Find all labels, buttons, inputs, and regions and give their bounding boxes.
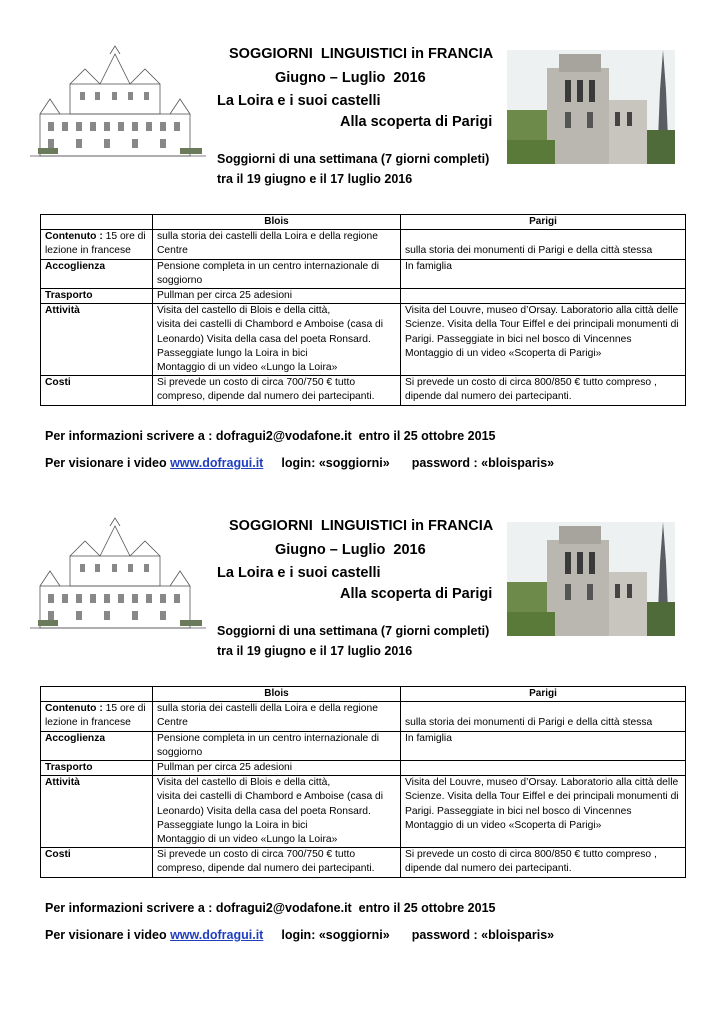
subtitle-loira: La Loira e i suoi castelli [217, 565, 381, 581]
program-title: SOGGIORNI LINGUISTICI in FRANCIA [229, 46, 494, 62]
program-table [40, 686, 686, 878]
row-label-extra: 15 ore di lezione in francese [45, 703, 146, 729]
header-blois: Blois [153, 687, 401, 702]
cell-parigi [401, 289, 686, 304]
row-label-extra: 15 ore di lezione in francese [45, 231, 146, 257]
table-row [41, 289, 686, 304]
header-empty [41, 215, 153, 230]
table-row [41, 259, 686, 288]
cell-parigi: Visita del Louvre, museo d’Orsay. Laboratorio alla città delle Scienze. Visita della Tour Eiffel e dei principali monumenti di Parigi. Passeggiate in bici nel bosco di Vincennes Montaggio di un video «Scoperta di Parigi» [401, 304, 686, 376]
row-label: Accoglienza [41, 731, 153, 760]
row-label-cell [41, 230, 153, 259]
row-label: Accoglienza [41, 259, 153, 288]
stay-period: tra il 19 giugno e il 17 luglio 2016 [217, 172, 413, 186]
row-label: Contenuto : [45, 231, 103, 243]
cell-parigi: Si prevede un costo di circa 800/850 € tutto compreso , dipende dal numero dei partecipanti. [401, 848, 686, 877]
subtitle-parigi: Alla scoperta di Parigi [340, 586, 493, 602]
cell-parigi: sulla storia dei monumenti di Parigi e della città stessa [401, 702, 686, 731]
website-link[interactable]: www.dofragui.it [170, 456, 264, 470]
flyer-top [0, 0, 725, 470]
table-row [41, 304, 686, 376]
table-row [41, 376, 686, 405]
flyer-bottom [0, 472, 725, 942]
cell-blois: sulla storia dei castelli della Loira e della regione Centre [153, 230, 401, 259]
header-blois: Blois [153, 215, 401, 230]
table-row [41, 702, 686, 731]
subtitle-parigi: Alla scoperta di Parigi [340, 114, 493, 130]
cell-blois: Pullman per circa 25 adesioni [153, 761, 401, 776]
header-empty [41, 687, 153, 702]
video-info [45, 456, 554, 470]
cell-blois: Pensione completa in un centro internazionale di soggiorno [153, 259, 401, 288]
row-label: Costi [41, 848, 153, 877]
table-row [41, 776, 686, 848]
program-title: SOGGIORNI LINGUISTICI in FRANCIA [229, 518, 494, 534]
table-row [41, 848, 686, 877]
contact-info: Per informazioni scrivere a : dofragui2@vodafone.it entro il 25 ottobre 2015 [45, 901, 496, 915]
subtitle-loira: La Loira e i suoi castelli [217, 93, 381, 109]
stay-duration: Soggiorni di una settimana (7 giorni completi) [217, 152, 490, 166]
table-row [41, 731, 686, 760]
program-table [40, 214, 686, 406]
castle-image [30, 44, 206, 164]
cell-blois: Visita del castello di Blois e della città, visita dei castelli di Chambord e Amboise (casa di Leonardo) Visita della casa del poeta Ronsard. Passeggiate lungo la Loira in bici Montaggio di un video «Lungo la Loira» [153, 776, 401, 848]
cell-parigi: Visita del Louvre, museo d’Orsay. Laboratorio alla città delle Scienze. Visita della Tour Eiffel e dei principali monumenti di Parigi. Passeggiate in bici nel bosco di Vincennes Montaggio di un video «Scoperta di Parigi» [401, 776, 686, 848]
row-label: Trasporto [41, 761, 153, 776]
row-label: Contenuto : [45, 703, 103, 715]
header-parigi: Parigi [401, 687, 686, 702]
contact-info: Per informazioni scrivere a : dofragui2@vodafone.it entro il 25 ottobre 2015 [45, 429, 496, 443]
header-parigi: Parigi [401, 215, 686, 230]
video-prefix: Per visionare i video [45, 456, 171, 470]
program-dates: Giugno – Luglio 2016 [275, 542, 426, 558]
cell-parigi: In famiglia [401, 731, 686, 760]
cell-parigi: In famiglia [401, 259, 686, 288]
table-row [41, 230, 686, 259]
table-header-row [41, 215, 686, 230]
cell-blois: Si prevede un costo di circa 700/750 € tutto compreso, dipende dal numero dei partecipanti. [153, 848, 401, 877]
program-dates: Giugno – Luglio 2016 [275, 70, 426, 86]
cell-blois: Pullman per circa 25 adesioni [153, 289, 401, 304]
stay-duration: Soggiorni di una settimana (7 giorni completi) [217, 624, 490, 638]
password-text: password : «bloisparis» [411, 928, 555, 942]
row-label-cell [41, 702, 153, 731]
cell-parigi: Si prevede un costo di circa 800/850 € tutto compreso , dipende dal numero dei partecipanti. [401, 376, 686, 405]
cell-parigi [401, 761, 686, 776]
cell-blois: Si prevede un costo di circa 700/750 € tutto compreso, dipende dal numero dei partecipanti. [153, 376, 401, 405]
login-text: login: «soggiorni» [281, 928, 390, 942]
row-label: Trasporto [41, 289, 153, 304]
row-label: Costi [41, 376, 153, 405]
website-link[interactable]: www.dofragui.it [170, 928, 264, 942]
table-row [41, 761, 686, 776]
login-text: login: «soggiorni» [281, 456, 390, 470]
video-prefix: Per visionare i video [45, 928, 171, 942]
cell-blois: Pensione completa in un centro internazionale di soggiorno [153, 731, 401, 760]
cell-blois: Visita del castello di Blois e della città, visita dei castelli di Chambord e Amboise (casa di Leonardo) Visita della casa del poeta Ronsard. Passeggiate lungo la Loira in bici Montaggio di un video «Lungo la Loira» [153, 304, 401, 376]
cell-blois: sulla storia dei castelli della Loira e della regione Centre [153, 702, 401, 731]
table-header-row [41, 687, 686, 702]
stay-period: tra il 19 giugno e il 17 luglio 2016 [217, 644, 413, 658]
password-text: password : «bloisparis» [411, 456, 555, 470]
row-label: Attività [41, 776, 153, 848]
cell-parigi: sulla storia dei monumenti di Parigi e della città stessa [401, 230, 686, 259]
video-info [45, 928, 554, 942]
row-label: Attività [41, 304, 153, 376]
castle-image [30, 516, 206, 636]
